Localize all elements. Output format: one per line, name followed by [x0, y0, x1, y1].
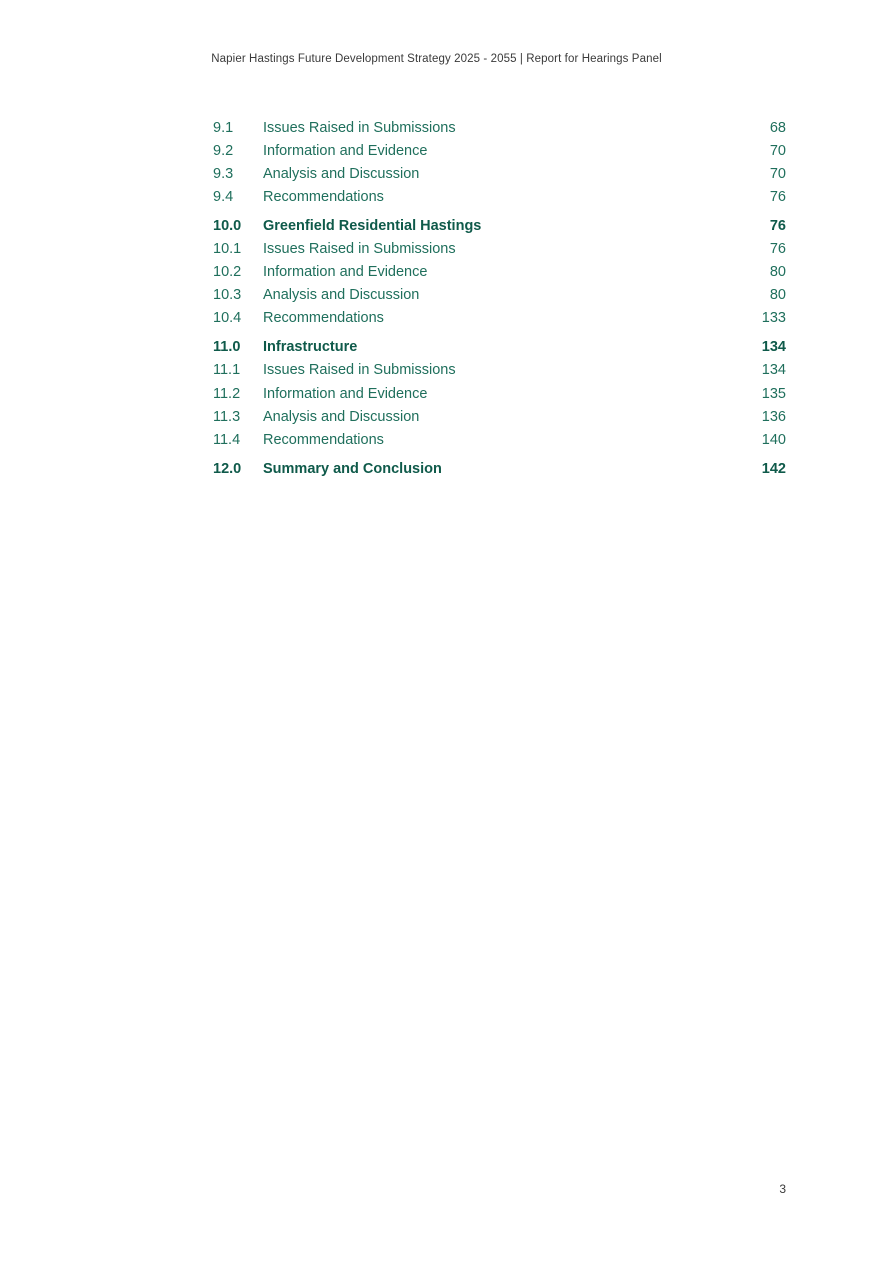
toc-entry-number: 11.4 [213, 431, 241, 448]
toc-entry-title: Issues Raised in Submissions [263, 119, 456, 136]
toc-entry-page: 133 [761, 310, 786, 327]
page-header: Napier Hastings Future Development Strategy 2025 - 2055 | Report for Hearings Panel [211, 53, 662, 65]
toc-section-10-0[interactable] [213, 214, 786, 237]
toc-entry-page: 68 [769, 119, 786, 136]
toc-entry-page: 70 [769, 142, 786, 159]
toc-entry-title: Analysis and Discussion [263, 165, 420, 182]
toc-section-page: 142 [761, 460, 786, 477]
toc-entry-10-3[interactable] [213, 284, 786, 307]
toc-entry-11-3[interactable] [213, 405, 786, 428]
toc-section-title: Greenfield Residential Hastings [263, 217, 482, 234]
toc-section-title: Summary and Conclusion [263, 460, 442, 477]
toc-entry-page: 140 [761, 431, 786, 448]
toc-entry-title: Analysis and Discussion [263, 408, 420, 425]
toc-entry-9-3[interactable] [213, 162, 786, 185]
toc-entry-number: 9.4 [213, 188, 234, 205]
toc-entry-title: Analysis and Discussion [263, 287, 420, 304]
toc-entry-title: Information and Evidence [263, 142, 428, 159]
toc-entry-page: 80 [769, 287, 786, 304]
toc-entry-number: 10.1 [213, 241, 242, 258]
toc-entry-title: Issues Raised in Submissions [263, 241, 456, 258]
toc-entry-number: 11.3 [213, 408, 241, 425]
toc-entry-page: 136 [761, 408, 786, 425]
toc-entry-11-2[interactable] [213, 382, 786, 405]
toc-entry-10-2[interactable] [213, 261, 786, 284]
toc-entry-9-4[interactable] [213, 185, 786, 208]
toc-entry-number: 10.3 [213, 287, 242, 304]
toc-entry-title: Recommendations [263, 188, 384, 205]
table-of-contents [213, 116, 786, 480]
toc-entry-10-1[interactable] [213, 237, 786, 260]
toc-entry-title: Recommendations [263, 310, 384, 327]
toc-entry-page: 76 [769, 241, 786, 258]
toc-section-page: 76 [769, 217, 786, 234]
toc-entry-title: Information and Evidence [263, 385, 428, 402]
toc-section-number: 12.0 [213, 460, 242, 477]
toc-entry-page: 70 [769, 165, 786, 182]
toc-entry-number: 10.4 [213, 310, 242, 327]
toc-entry-page: 76 [769, 188, 786, 205]
toc-section-12-0[interactable] [213, 457, 786, 480]
toc-section-title: Infrastructure [263, 339, 358, 356]
toc-entry-title: Issues Raised in Submissions [263, 362, 456, 379]
toc-entry-title: Recommendations [263, 431, 384, 448]
toc-entry-page: 135 [761, 385, 786, 402]
toc-entry-number: 11.1 [213, 362, 241, 379]
toc-entry-number: 9.1 [213, 119, 234, 136]
toc-entry-title: Information and Evidence [263, 264, 428, 281]
toc-section-page: 134 [761, 339, 786, 356]
toc-entry-number: 11.2 [213, 385, 241, 402]
toc-section-number: 11.0 [213, 339, 241, 356]
toc-entry-10-4[interactable] [213, 307, 786, 330]
toc-section-number: 10.0 [213, 217, 242, 234]
toc-entry-page: 80 [769, 264, 786, 281]
toc-entry-9-2[interactable] [213, 139, 786, 162]
toc-section-11-0[interactable] [213, 336, 786, 359]
page-number: 3 [779, 1182, 786, 1196]
toc-entry-number: 10.2 [213, 264, 242, 281]
toc-entry-number: 9.3 [213, 165, 234, 182]
toc-entry-9-1[interactable] [213, 116, 786, 139]
toc-entry-11-4[interactable] [213, 428, 786, 451]
toc-entry-page: 134 [761, 362, 786, 379]
toc-entry-11-1[interactable] [213, 359, 786, 382]
toc-entry-number: 9.2 [213, 142, 234, 159]
